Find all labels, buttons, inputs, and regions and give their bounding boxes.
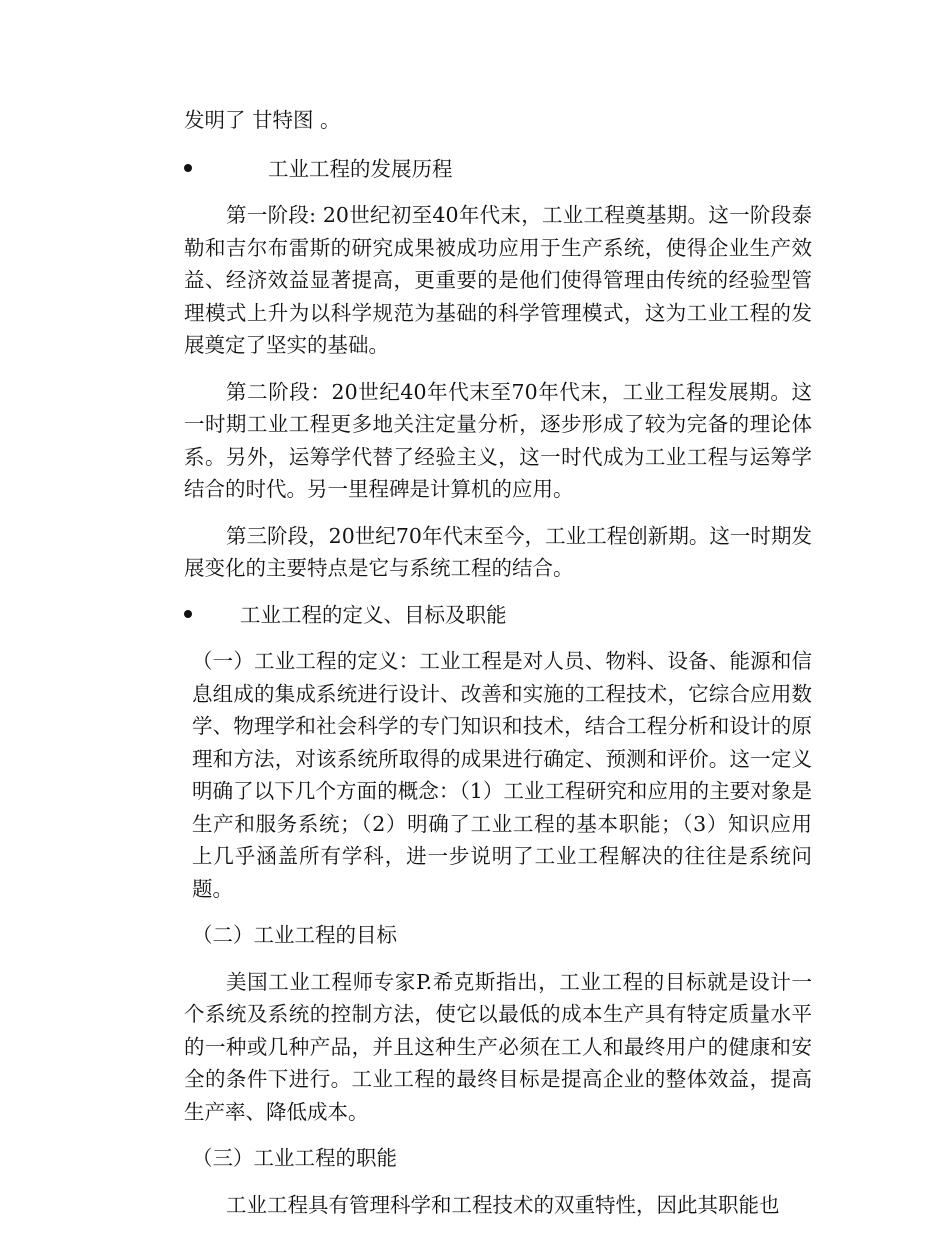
heading-function: （三）工业工程的职能 [192,1146,397,1170]
bullet-icon [184,610,192,618]
paragraph-definition: （一）工业工程的定义：工业工程是对人员、物料、设备、能源和信息组成的集成系统进行设计、改善和实施的工程技术，它综合应用数学、物理学和社会科学的专门知识和技术，结合工程分析和设计的原理和方法，对该系统所取得的成果进行确定、预测和评价。这一定义明确了以下几个方面的概念：（1）工业工程研究和应用的主要对象是生产和服务系统；（2）明确了工业工程的基本职能；（3）知识应用上几乎涵盖所有学科，进一步说明了工业工程解决的往往是系统问题。 [192,649,812,901]
paragraph-goal: 美国工业工程师专家P.希克斯指出，工业工程的目标就是设计一个系统及系统的控制方法，使它以最低的成本生产具有特定质量水平的一种或几种产品，并且这种生产必须在工人和最终用户的健康和安全的条件下进行。工业工程的最终目标是提高企业的整体效益，提高生产率、降低成本。 [184,969,812,1124]
heading-definition: 工业工程的定义、目标及职能 [240,602,507,627]
paragraph-function: 工业工程具有管理科学和工程技术的双重特性，因此其职能也 [226,1192,780,1217]
paragraph-stage-1: 第一阶段: 20世纪初至40年代末，工业工程奠基期。这一阶段泰勒和吉尔布雷斯的研究成果被成功应用于生产系统，使得企业生产效益、经济效益显著提高，更重要的是他们使得管理由传统的经验型管理模式上升为以科学规范为基础的科学管理模式，这为工业工程的发展奠定了坚实的基础。 [184,203,812,357]
paragraph-gantt: 发明了 甘特图 。 [184,108,341,132]
paragraph-stage-3: 第三阶段，20世纪70年代末至今，工业工程创新期。这一时期发展变化的主要特点是它与系统工程的结合。 [184,523,812,580]
bullet-heading-definition [184,599,812,632]
heading-history: 工业工程的发展历程 [268,156,453,181]
bullet-heading-history [184,153,812,186]
heading-goal: （二）工业工程的目标 [192,923,397,947]
document-page [184,104,812,1235]
paragraph-stage-2: 第二阶段：20世纪40年代末至70年代末，工业工程发展期。这一时期工业工程更多地关注定量分析，逐步形成了较为完备的理论体系。另外，运筹学代替了经验主义，这一时代成为工业工程与运筹学结合的时代。另一里程碑是计算机的应用。 [184,379,812,501]
bullet-icon [184,164,192,172]
